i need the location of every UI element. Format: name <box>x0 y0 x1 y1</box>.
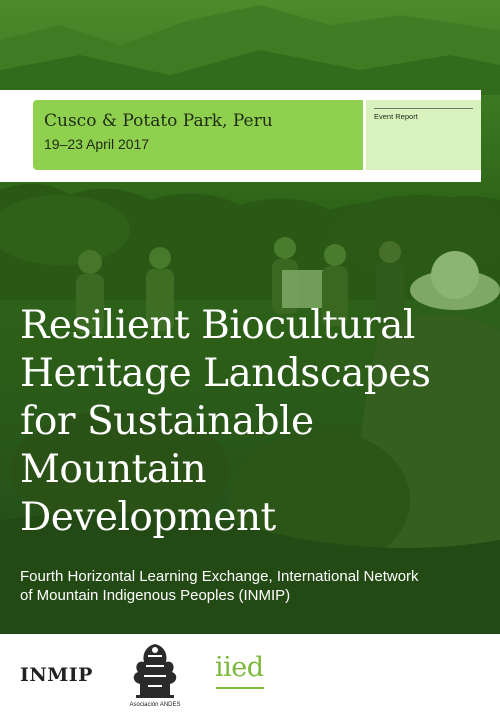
subtitle-line: Fourth Horizontal Learning Exchange, International Network <box>20 568 419 585</box>
event-dates: 19–23 April 2017 <box>44 136 150 152</box>
partner-logos <box>0 634 500 713</box>
report-subtitle <box>20 567 490 605</box>
event-details-panel <box>33 100 363 170</box>
andes-label: Asociación ANDES <box>129 702 181 708</box>
report-title <box>20 302 490 542</box>
publication-type: Event Report <box>374 112 418 121</box>
inmip-logo: INMIP <box>20 664 93 686</box>
andes-logo <box>122 640 188 710</box>
divider <box>374 108 473 109</box>
andes-emblem-icon <box>122 640 188 702</box>
title-line: Resilient Biocultural <box>20 303 415 348</box>
iied-logo-underline <box>216 687 264 689</box>
subtitle-line: of Mountain Indigenous Peoples (INMIP) <box>20 587 291 604</box>
title-line: Heritage Landscapes <box>20 351 431 396</box>
event-location: Cusco & Potato Park, Peru <box>44 111 273 131</box>
iied-logo: iied <box>215 652 264 683</box>
publication-type-panel <box>366 100 481 170</box>
title-line: for Sustainable <box>20 399 314 444</box>
info-band <box>0 90 481 182</box>
title-line: Mountain <box>20 447 207 492</box>
title-line: Development <box>20 495 276 540</box>
